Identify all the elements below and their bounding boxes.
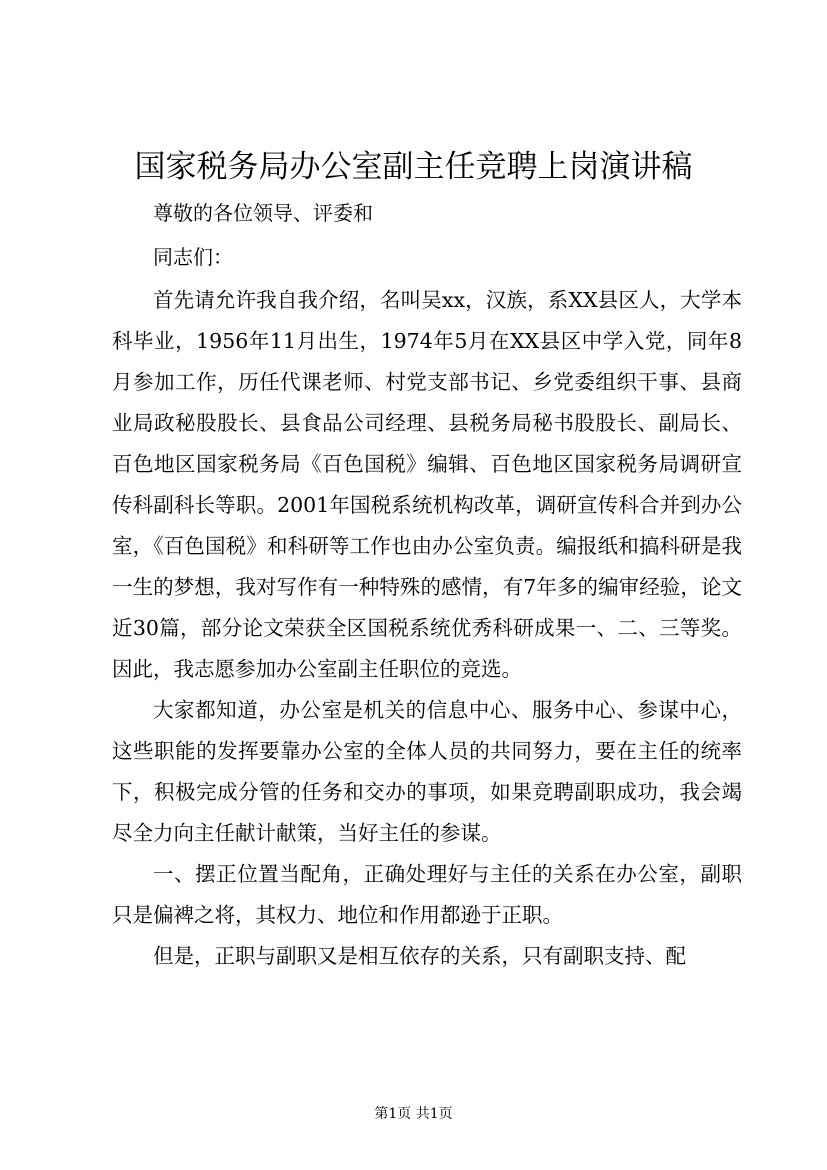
page-footer [0, 1104, 827, 1124]
document-title: 国家税务局办公室副主任竞聘上岗演讲稿 [134, 149, 693, 185]
paragraph-section-one: 一、摆正位置当配角，正确处理好与主任的关系在办公室，副职只是偏裨之将，其权力、地位和作用都逊于正职。 [112, 862, 742, 927]
salutation-line-1: 尊敬的各位领导、评委和 [153, 201, 373, 225]
document-body [112, 280, 742, 977]
paragraph-office-role: 大家都知道，办公室是机关的信息中心、服务中心、参谋中心，这些职能的发挥要靠办公室的全体人员的共同努力，要在主任的统率下，积极完成分管的任务和交办的事项，如果竞聘副职成功，我会竭尽全力向主任献计献策，当好主任的参谋。 [112, 698, 742, 845]
paragraph-continuation: 但是，正职与副职又是相互依存的关系，只有副职支持、配 [153, 944, 686, 968]
paragraph-introduction: 首先请允许我自我介绍，名叫吴xx，汉族，系XX县区人，大学本科毕业，1956年11月出生，1974年5月在XX县区中学入党，同年8月参加工作，历任代课老师、村党支部书记、乡党委组织干事、县商业局政秘股股长、县食品公司经理、县税务局秘书股股长、副局长、百色地区国家税务局《百色国税》编辑、百色地区国家税务局调研宣传科副科长等职。2001年国税系统机构改革，调研宣传科合并到办公室，《百色国税》和科研等工作也由办公室负责。编报纸和搞科研是我一生的梦想，我对写作有一种特殊的感情，有7年多的编审经验，论文近30篇，部分论文荣获全区国税系统优秀科研成果一、二、三等奖。因此，我志愿参加办公室副主任职位的竞选。 [112, 288, 742, 681]
salutation-line-2: 同志们： [153, 245, 233, 269]
page-number-label: 第1页 共1页 [374, 1106, 453, 1122]
